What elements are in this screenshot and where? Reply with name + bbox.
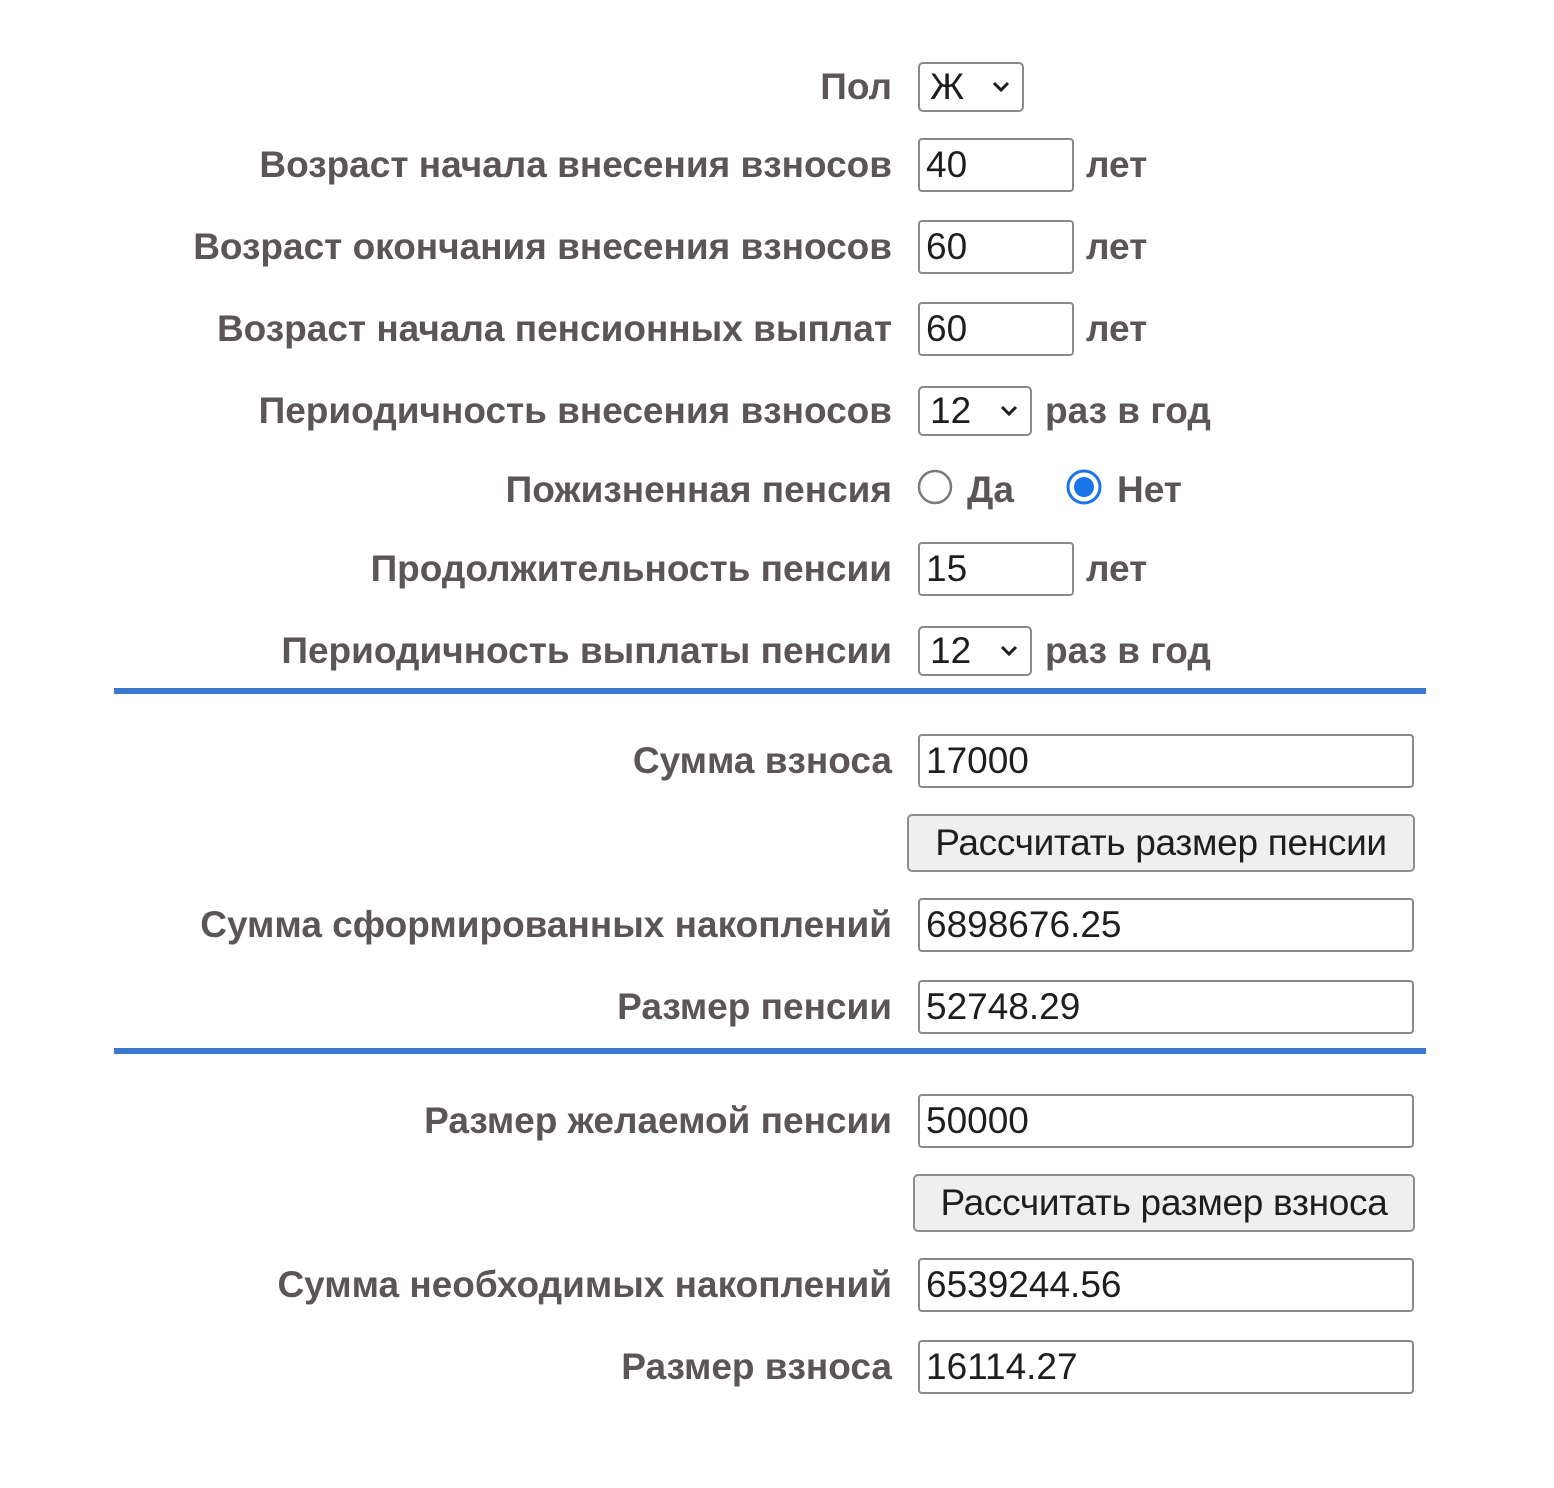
accumulated-savings-input[interactable]: 6898676.25 [918,898,1414,952]
end-age-input[interactable]: 60 [918,220,1074,274]
chevron-down-icon [1000,644,1018,658]
end-age-row [0,218,1554,276]
payout-frequency-value: 12 [930,630,972,671]
contribution-result-input[interactable]: 16114.27 [918,1340,1414,1394]
start-age-unit: лет [1086,144,1148,185]
start-age-input[interactable]: 40 [918,138,1074,192]
section-divider [114,688,1426,694]
gender-label: Пол [820,66,892,107]
chevron-down-icon [992,80,1010,94]
pension-duration-row [0,540,1554,598]
contribution-frequency-unit: раз в год [1045,390,1211,431]
payout-age-unit: лет [1086,308,1148,349]
pension-duration-unit: лет [1086,548,1148,589]
contribution-amount-label: Сумма взноса [632,740,892,781]
end-age-unit: лет [1086,226,1148,267]
lifetime-pension-row [0,461,1554,519]
contribution-frequency-label: Периодичность внесения взносов [258,390,892,431]
calc-contribution-row [0,1174,1554,1232]
accumulated-savings-row [0,896,1554,954]
calculate-pension-button[interactable]: Рассчитать размер пенсии [907,814,1415,872]
accumulated-savings-label: Сумма сформированных накоплений [200,904,892,945]
payout-age-row [0,300,1554,358]
payout-frequency-row [0,622,1554,680]
lifetime-pension-no-label: Нет [1117,469,1182,510]
required-savings-label: Сумма необходимых накоплений [277,1264,892,1305]
lifetime-pension-yes-label: Да [967,469,1014,510]
pension-amount-row [0,978,1554,1036]
calc-pension-row [0,814,1554,872]
pension-duration-label: Продолжительность пенсии [370,548,892,589]
end-age-label: Возраст окончания внесения взносов [193,226,892,267]
pension-amount-label: Размер пенсии [617,986,892,1027]
pension-duration-input[interactable]: 15 [918,542,1074,596]
payout-age-label: Возраст начала пенсионных выплат [216,308,892,349]
required-savings-input[interactable]: 6539244.56 [918,1258,1414,1312]
required-savings-row [0,1256,1554,1314]
contribution-amount-row [0,732,1554,790]
payout-frequency-label: Периодичность выплаты пенсии [281,630,892,671]
chevron-down-icon [1000,404,1018,418]
section-divider [114,1048,1426,1054]
start-age-label: Возраст начала внесения взносов [259,144,892,185]
radio-selected-icon[interactable] [1066,469,1102,505]
desired-pension-row [0,1092,1554,1150]
desired-pension-label: Размер желаемой пенсии [424,1100,892,1141]
pension-amount-input[interactable]: 52748.29 [918,980,1414,1034]
lifetime-pension-label: Пожизненная пенсия [505,469,892,510]
gender-select-value: Ж [930,66,965,107]
contribution-result-row [0,1338,1554,1396]
payout-age-input[interactable]: 60 [918,302,1074,356]
contribution-amount-input[interactable]: 17000 [918,734,1414,788]
contribution-frequency-row [0,382,1554,440]
payout-frequency-unit: раз в год [1045,630,1211,671]
start-age-row [0,136,1554,194]
calculate-contribution-button[interactable]: Рассчитать размер взноса [913,1174,1415,1232]
radio-unselected-icon[interactable] [917,469,953,505]
contribution-frequency-select[interactable] [918,386,1032,436]
payout-frequency-select[interactable] [918,626,1032,676]
gender-row [0,58,1554,116]
contribution-frequency-value: 12 [930,390,972,431]
contribution-result-label: Размер взноса [621,1346,892,1387]
desired-pension-input[interactable]: 50000 [918,1094,1414,1148]
gender-select[interactable] [918,62,1024,112]
